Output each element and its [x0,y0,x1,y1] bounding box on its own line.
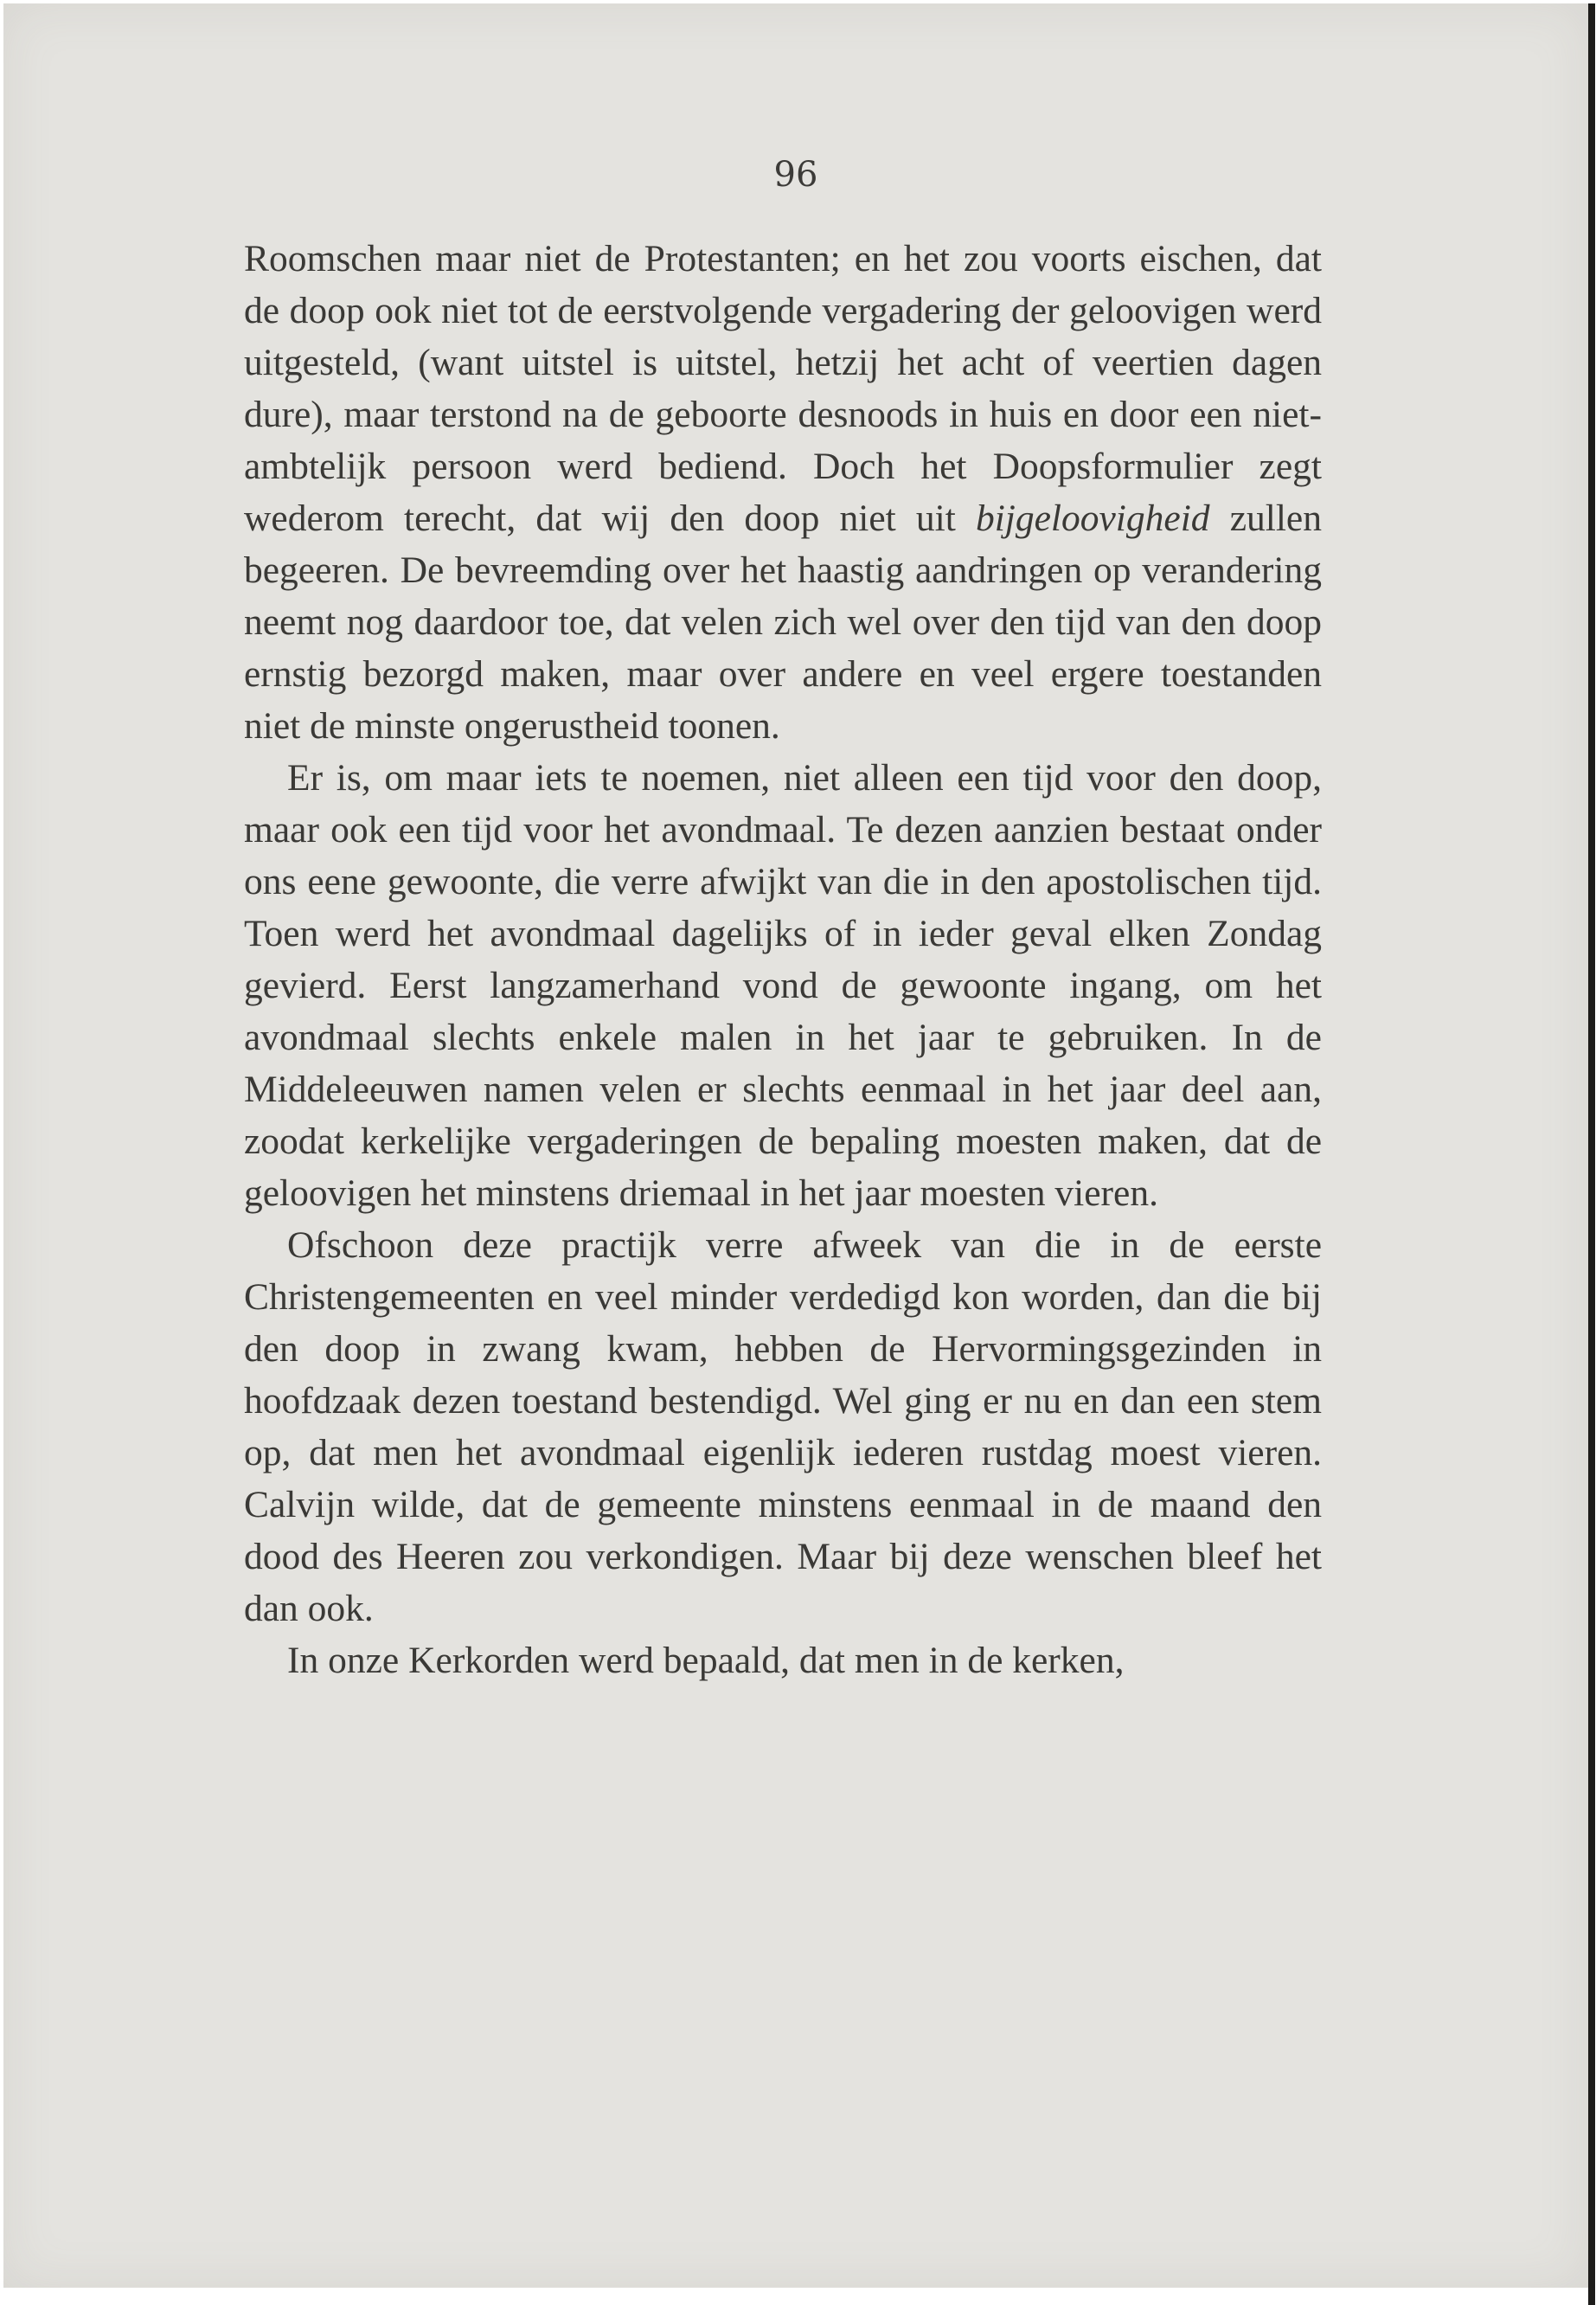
page-number: 96 [773,155,818,195]
italic-word: bijgeloovigheid [975,498,1210,539]
paragraph-4: In onze Kerkorden werd bepaald, dat men in de kerken, [287,1640,1125,1681]
paragraph-2: Er is, om maar iets te noemen, niet alleen een tijd voor den doop, maar ook een tijd voor het avondmaal. Te dezen aanzien bestaat onder ons eene gewoonte, die verre afwijkt van die in den apostolischen tijd. Toen werd het avondmaal dagelijks of in ieder geval elken Zondag gevierd. Eerst langzamerhand vond de gewoonte ingang, om het avondmaal slechts enkele malen in het jaar te gebruiken. In de Middeleeuwen namen velen er slechts eenmaal in het jaar deel aan, zoodat kerkelijke vergaderingen de bepaling moesten maken, dat de geloovigen het minstens driemaal in het jaar moesten vieren. [244,757,1322,1214]
paragraph-3: Ofschoon deze practijk verre afweek van die in de eerste Christengemeenten en veel minder verdedigd kon worden, dan die bij den doop in zwang kwam, hebben de Hervormingsgezinden in hoofdzaak dezen toestand bestendigd. Wel ging er nu en dan een stem op, dat men het avondmaal eigenlijk iederen rustdag moest vieren. Calvijn wilde, dat de gemeente minstens eenmaal in de maand den dood des Heeren zou verkondigen. Maar bij deze wenschen bleef het dan ook. [244,1224,1322,1629]
page-edge [1588,3,1595,2305]
body-text [244,233,1322,1686]
paragraph-1-text-end: zullen begeeren. De bevreemding over het haastig aandringen op verandering neemt nog daardoor toe, dat velen zich wel over den tijd van den doop ernstig bezorgd maken, maar over andere en veel ergere toestanden niet de minste ongerustheid toonen. [244,498,1322,747]
paragraph-1 [244,233,1322,752]
paragraph-1-text-start: Roomschen maar niet de Protestanten; en het zou voorts eischen, dat de doop ook niet tot de eerstvolgende vergadering der geloovigen werd uitgesteld, (want uitstel is uitstel, hetzij het acht of veertien dagen dure), maar terstond na de geboorte desnoods in huis en door een niet-ambtelijk persoon werd bediend. Doch het Doopsformulier zegt wederom terecht, dat wij den doop niet uit [244,238,1322,539]
book-page [3,3,1588,2288]
